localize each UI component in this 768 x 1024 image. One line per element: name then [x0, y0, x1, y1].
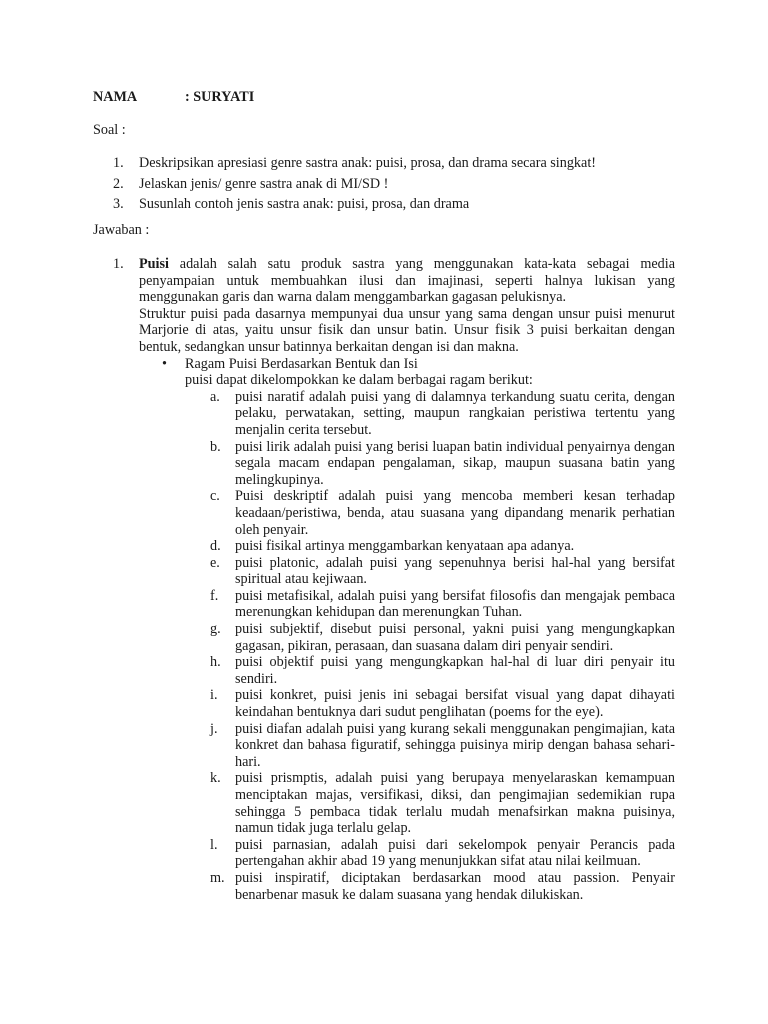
ragam-item-key: l.: [210, 836, 218, 853]
ragam-item-text: puisi objektif puisi yang mengungkapkan hal-hal di luar diri penyair itu sendiri.: [235, 654, 675, 687]
soal-label: Soal :: [93, 122, 126, 138]
ragam-item-text: puisi metafisikal, adalah puisi yang bersifat filosofis dan mengajak pembaca merenungkan kehidupan dan merenungkan Tuhan.: [235, 587, 675, 621]
ragam-item: [210, 687, 675, 720]
ragam-item-key: j.: [210, 720, 218, 737]
puisi-term: Puisi: [139, 256, 169, 272]
jawaban-label: Jawaban :: [93, 222, 150, 238]
question-text: Deskripsikan apresiasi genre sastra anak: puisi, prosa, dan drama secara singkat!: [139, 155, 596, 171]
ragam-item-key: g.: [210, 621, 221, 638]
ragam-item-text: puisi diafan adalah puisi yang kurang sekali menggunakan pengimajian, kata konkret dan bahasa figuratif, sehingga puisinya mirip dengan bahasa sehari-hari.: [235, 720, 675, 770]
ragam-item: [210, 588, 675, 621]
ragam-puisi-list: [210, 389, 675, 903]
ragam-item-text: puisi subjektif, disebut puisi personal, yakni puisi yang mengungkapkan gagasan, pikiran, perasaan, dan suasana dalam diri penyair sendiri.: [235, 621, 675, 654]
ragam-item: [210, 555, 675, 588]
ragam-item-key: i.: [210, 687, 218, 704]
question-number: 3.: [113, 196, 124, 212]
question-list: [93, 155, 683, 217]
answer-number: 1.: [113, 256, 124, 272]
bullet-icon: •: [162, 355, 167, 372]
name-header: [93, 89, 254, 106]
question-item: [93, 155, 683, 176]
ragam-item-text: puisi parnasian, adalah puisi dari sekelompok penyair Perancis pada pertengahan akhir abad 19 yang menunjukkan sifat atau nilai keilmuan.: [235, 836, 675, 870]
ragam-item-key: f.: [210, 587, 219, 604]
ragam-item: [210, 654, 675, 687]
question-item: [93, 196, 683, 217]
ragam-item-key: h.: [210, 654, 221, 671]
ragam-item-text: puisi inspiratif, diciptakan berdasarkan mood atau passion. Penyair benarbenar masuk ke dalam suasana yang hendak dilukiskan.: [235, 869, 675, 903]
name-value: : SURYATI: [185, 89, 255, 105]
bullet-intro: puisi dapat dikelompokkan ke dalam berbagai ragam berikut:: [185, 372, 533, 389]
bullet-item: [162, 356, 675, 904]
ragam-item-text: puisi fisikal artinya menggambarkan kenyataan apa adanya.: [235, 538, 575, 555]
ragam-item: [210, 538, 675, 555]
answer-body: [139, 256, 675, 903]
puisi-definition-text: adalah salah satu produk sastra yang menggunakan kata-kata sebagai media penyampaian untuk membuahkan ilusi dan imajinasi, seperti halnya lukisan yang menggunakan garis dan warna dalam menggambarkan gagasan pelukisnya.: [139, 256, 675, 306]
ragam-item-text: Puisi deskriptif adalah puisi yang mencoba memberi kesan terhadap keadaan/peristiwa, benda, atau suasana yang dipandang menarik perhatian oleh penyair.: [235, 488, 675, 538]
bullet-title: Ragam Puisi Berdasarkan Bentuk dan Isi: [185, 355, 418, 372]
ragam-item-text: puisi naratif adalah puisi yang di dalamnya terkandung suatu cerita, dengan pelaku, perwatakan, setting, maupun rangkaian peristiwa tertentu yang menjalin cerita tersebut.: [235, 388, 675, 438]
ragam-item-text: puisi lirik adalah puisi yang berisi luapan batin individual penyairnya dengan segala macam endapan pengalaman, sikap, maupun suasana batin yang melingkupinya.: [235, 438, 675, 488]
question-text: Jelaskan jenis/ genre sastra anak di MI/SD !: [139, 175, 389, 192]
ragam-item-key: a.: [210, 388, 220, 405]
ragam-puisi-block: [162, 356, 675, 904]
name-label: NAMA: [93, 89, 138, 105]
question-item: [93, 176, 683, 197]
ragam-item: [210, 870, 675, 903]
ragam-item-key: c.: [210, 488, 220, 505]
answer-item: [93, 256, 675, 903]
ragam-item-key: b.: [210, 438, 221, 455]
ragam-item-key: d.: [210, 538, 221, 555]
ragam-item: [210, 837, 675, 870]
bullet-content: [185, 356, 675, 904]
ragam-item: [210, 770, 675, 836]
ragam-item: [210, 389, 675, 439]
question-number: 2.: [113, 175, 124, 192]
ragam-item-text: puisi konkret, puisi jenis ini sebagai bersifat visual yang dapat dihayati keindahan bentuknya dari sudut penglihatan (poems for the eye).: [235, 687, 675, 721]
question-text: Susunlah contoh jenis sastra anak: puisi, prosa, dan drama: [139, 196, 470, 212]
ragam-item-key: m.: [210, 869, 225, 886]
ragam-item-key: e.: [210, 554, 220, 571]
ragam-item: [210, 439, 675, 489]
question-number: 1.: [113, 155, 124, 171]
ragam-item: [210, 488, 675, 538]
puisi-definition: [139, 256, 675, 306]
ragam-item-text: puisi platonic, adalah puisi yang sepenuhnya berisi hal-hal yang bersifat spiritual atau kejiwaan.: [235, 554, 675, 588]
ragam-item: [210, 621, 675, 654]
ragam-item: [210, 721, 675, 771]
ragam-item-text: puisi prismptis, adalah puisi yang berupaya menyelaraskan kemampuan menciptakan majas, versifikasi, diksi, dan pengimajian sedemikian rupa sehingga 5 pembaca tidak terlalu mudah menafsirkan makna puisinya, namun tidak juga terlalu gelap.: [235, 770, 675, 837]
answer-section: [93, 256, 675, 903]
ragam-item-key: k.: [210, 770, 221, 787]
struktur-paragraph: Struktur puisi pada dasarnya mempunyai dua unsur yang sama dengan unsur puisi menurut Marjorie di atas, yaitu unsur fisik dan unsur batin. Unsur fisik 3 puisi berkaitan dengan bentuk, sedangkan unsur batinnya berkaitan dengan isi dan makna.: [139, 305, 675, 355]
